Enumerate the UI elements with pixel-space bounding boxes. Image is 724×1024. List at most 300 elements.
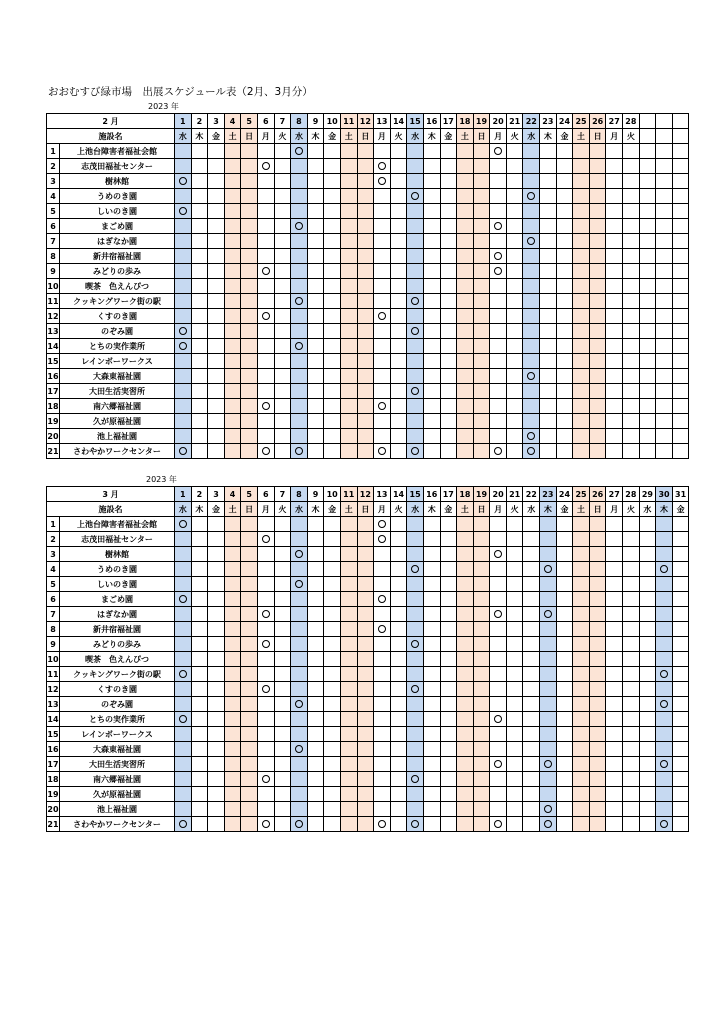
facility-name: 久が原福祉園 [60,414,175,429]
schedule-cell [606,817,623,832]
exhibit-mark-icon [544,760,552,768]
schedule-cell [523,234,540,249]
schedule-cell [440,174,457,189]
schedule-cell [191,444,208,459]
schedule-cell [407,219,424,234]
schedule-cell [639,189,656,204]
weekday-cell: 月 [374,129,391,144]
schedule-cell [390,189,407,204]
schedule-cell [672,577,689,592]
schedule-cell [208,174,225,189]
schedule-cell [606,727,623,742]
schedule-cell [340,817,357,832]
schedule-cell [357,219,374,234]
facility-row [47,772,689,787]
schedule-cell [357,414,374,429]
schedule-cell [672,339,689,354]
schedule-cell [224,219,241,234]
schedule-cell [257,562,274,577]
schedule-cell [606,399,623,414]
schedule-cell [506,414,523,429]
schedule-cell [672,652,689,667]
schedule-cell [340,742,357,757]
schedule-cell [573,667,590,682]
schedule-cell [208,607,225,622]
schedule-cell [473,174,490,189]
schedule-cell [407,712,424,727]
schedule-cell [357,517,374,532]
schedule-cell [490,279,507,294]
schedule-cell [374,532,391,547]
day-number-cell [672,114,689,129]
schedule-cell [257,577,274,592]
schedule-cell [556,369,573,384]
schedule-cell [291,354,308,369]
schedule-cell [224,682,241,697]
schedule-cell [374,802,391,817]
schedule-cell [357,772,374,787]
schedule-cell [457,562,474,577]
facility-number: 4 [47,189,60,204]
schedule-cell [291,652,308,667]
schedule-cell [208,757,225,772]
schedule-cell [274,189,291,204]
schedule-cell [208,772,225,787]
schedule-cell [473,712,490,727]
weekday-cell: 金 [672,502,689,517]
weekday-cell: 金 [324,502,341,517]
schedule-cell [440,817,457,832]
schedule-cell [407,174,424,189]
facility-name: 大森東福祉園 [60,742,175,757]
schedule-cell [589,369,606,384]
schedule-cell [224,697,241,712]
schedule-cell [175,204,192,219]
facility-number: 21 [47,817,60,832]
year-label-march: 2023 年 [146,475,177,484]
schedule-cell [407,532,424,547]
schedule-cell [589,682,606,697]
schedule-cell [440,189,457,204]
exhibit-mark-icon [527,372,535,380]
schedule-cell [374,174,391,189]
schedule-cell [506,547,523,562]
schedule-cell [623,667,640,682]
schedule-cell [257,429,274,444]
schedule-cell [473,787,490,802]
schedule-cell [506,742,523,757]
schedule-cell [374,264,391,279]
schedule-cell [639,219,656,234]
schedule-cell [208,577,225,592]
facility-row [47,204,689,219]
schedule-cell [656,727,673,742]
facility-name: うめのき園 [60,562,175,577]
schedule-cell [307,249,324,264]
schedule-cell [490,742,507,757]
weekday-cell: 日 [473,129,490,144]
schedule-cell [656,249,673,264]
schedule-cell [589,577,606,592]
schedule-cell [573,682,590,697]
schedule-cell [390,802,407,817]
schedule-cell [291,399,308,414]
schedule-cell [274,532,291,547]
schedule-cell [175,384,192,399]
weekday-cell: 火 [506,502,523,517]
schedule-cell [672,324,689,339]
exhibit-mark-icon [660,820,668,828]
schedule-cell [506,234,523,249]
schedule-cell [523,772,540,787]
schedule-cell [340,682,357,697]
schedule-cell [589,697,606,712]
schedule-cell [540,204,557,219]
schedule-cell [473,652,490,667]
schedule-cell [274,369,291,384]
schedule-cell [175,652,192,667]
schedule-cell [407,577,424,592]
schedule-cell [440,234,457,249]
schedule-cell [473,324,490,339]
schedule-cell [423,354,440,369]
schedule-cell [457,757,474,772]
schedule-cell [390,772,407,787]
schedule-cell [589,637,606,652]
schedule-cell [291,429,308,444]
schedule-cell [606,429,623,444]
schedule-cell [623,547,640,562]
schedule-cell [374,607,391,622]
schedule-cell [191,354,208,369]
schedule-cell [224,324,241,339]
schedule-cell [407,414,424,429]
schedule-cell [208,622,225,637]
schedule-cell [241,159,258,174]
schedule-cell [407,517,424,532]
weekday-cell: 月 [257,502,274,517]
day-number-cell: 25 [573,114,590,129]
schedule-cell [440,607,457,622]
day-number-cell: 10 [324,487,341,502]
schedule-cell [307,517,324,532]
schedule-cell [257,144,274,159]
schedule-cell [440,532,457,547]
schedule-cell [340,592,357,607]
schedule-cell [241,772,258,787]
schedule-cell [307,354,324,369]
schedule-cell [639,727,656,742]
schedule-cell [656,294,673,309]
schedule-cell [573,324,590,339]
schedule-cell [606,712,623,727]
schedule-cell [672,444,689,459]
schedule-cell [506,219,523,234]
weekday-cell: 土 [457,502,474,517]
schedule-cell [374,204,391,219]
schedule-cell [307,637,324,652]
schedule-cell [390,369,407,384]
weekday-cell: 月 [257,129,274,144]
schedule-cell [540,772,557,787]
schedule-cell [274,294,291,309]
schedule-cell [274,309,291,324]
schedule-cell [506,324,523,339]
schedule-cell [623,712,640,727]
schedule-cell [573,697,590,712]
schedule-cell [340,667,357,682]
day-number-cell: 5 [241,487,258,502]
exhibit-mark-icon [262,685,270,693]
schedule-cell [423,414,440,429]
schedule-cell [307,532,324,547]
schedule-cell [340,532,357,547]
schedule-cell [208,517,225,532]
schedule-cell [473,757,490,772]
schedule-cell [257,682,274,697]
schedule-cell [490,399,507,414]
schedule-cell [390,682,407,697]
schedule-cell [506,577,523,592]
schedule-cell [606,414,623,429]
facility-row [47,637,689,652]
schedule-cell [606,189,623,204]
schedule-cell [407,159,424,174]
schedule-cell [191,204,208,219]
schedule-cell [175,772,192,787]
facility-name: 大田生活実習所 [60,384,175,399]
schedule-cell [340,339,357,354]
schedule-cell [573,772,590,787]
schedule-cell [374,757,391,772]
schedule-cell [606,204,623,219]
schedule-cell [224,444,241,459]
schedule-cell [291,637,308,652]
schedule-cell [672,414,689,429]
schedule-cell [656,339,673,354]
schedule-cell [639,592,656,607]
schedule-cell [340,547,357,562]
weekday-cell: 日 [589,129,606,144]
schedule-cell [589,264,606,279]
schedule-cell [457,607,474,622]
schedule-cell [540,622,557,637]
schedule-cell [556,309,573,324]
schedule-cell [274,727,291,742]
schedule-cell [357,249,374,264]
schedule-cell [257,234,274,249]
facility-row [47,562,689,577]
schedule-cell [175,444,192,459]
schedule-cell [191,294,208,309]
schedule-cell [374,384,391,399]
schedule-cell [307,189,324,204]
weekday-cell: 金 [208,502,225,517]
schedule-cell [639,339,656,354]
weekday-cell: 月 [606,129,623,144]
schedule-cell [257,547,274,562]
schedule-cell [390,637,407,652]
schedule-cell [490,757,507,772]
schedule-cell [457,622,474,637]
day-number-cell: 17 [440,487,457,502]
schedule-cell [224,234,241,249]
schedule-cell [623,354,640,369]
schedule-cell [324,339,341,354]
schedule-cell [291,562,308,577]
schedule-cell [573,369,590,384]
schedule-cell [407,622,424,637]
schedule-cell [191,369,208,384]
schedule-cell [224,264,241,279]
schedule-cell [175,787,192,802]
facility-name: 樹林館 [60,547,175,562]
weekday-cell: 土 [340,129,357,144]
day-number-cell: 9 [307,487,324,502]
schedule-cell [208,667,225,682]
schedule-cell [307,294,324,309]
facility-number: 15 [47,727,60,742]
schedule-cell [490,264,507,279]
schedule-cell [324,234,341,249]
schedule-cell [656,667,673,682]
schedule-cell [506,532,523,547]
schedule-cell [357,712,374,727]
schedule-cell [440,219,457,234]
exhibit-mark-icon [494,715,502,723]
exhibit-mark-icon [295,580,303,588]
schedule-cell [656,577,673,592]
schedule-cell [390,309,407,324]
schedule-cell [540,787,557,802]
schedule-cell [523,219,540,234]
schedule-cell [257,652,274,667]
schedule-cell [473,637,490,652]
schedule-cell [224,802,241,817]
facility-name: うめのき園 [60,189,175,204]
exhibit-mark-icon [494,267,502,275]
schedule-cell [191,249,208,264]
schedule-cell [457,339,474,354]
facility-name: くすのき園 [60,682,175,697]
schedule-cell [457,712,474,727]
schedule-cell [573,204,590,219]
schedule-cell [490,384,507,399]
weekday-cell: 水 [639,502,656,517]
schedule-cell [457,144,474,159]
exhibit-mark-icon [262,820,270,828]
schedule-cell [573,339,590,354]
schedule-cell [324,517,341,532]
schedule-cell [506,429,523,444]
schedule-cell [540,727,557,742]
schedule-cell [639,204,656,219]
schedule-cell [556,159,573,174]
schedule-cell [257,802,274,817]
exhibit-mark-icon [179,207,187,215]
schedule-cell [423,399,440,414]
schedule-cell [291,802,308,817]
schedule-cell [274,174,291,189]
schedule-cell [573,532,590,547]
schedule-cell [191,532,208,547]
schedule-cell [523,682,540,697]
schedule-cell [672,369,689,384]
schedule-cell [291,414,308,429]
schedule-cell [523,742,540,757]
schedule-cell [274,429,291,444]
schedule-cell [623,219,640,234]
schedule-cell [324,697,341,712]
schedule-cell [523,667,540,682]
exhibit-mark-icon [378,595,386,603]
schedule-cell [656,354,673,369]
schedule-cell [656,532,673,547]
day-number-cell [656,114,673,129]
schedule-cell [340,577,357,592]
schedule-cell [540,414,557,429]
schedule-cell [606,264,623,279]
schedule-cell [374,354,391,369]
schedule-cell [340,309,357,324]
schedule-cell [457,189,474,204]
schedule-cell [175,577,192,592]
schedule-cell [241,174,258,189]
schedule-cell [506,562,523,577]
schedule-cell [191,607,208,622]
facility-row [47,369,689,384]
facility-name: のぞみ園 [60,697,175,712]
exhibit-mark-icon [378,312,386,320]
schedule-cell [274,712,291,727]
facility-number: 19 [47,414,60,429]
schedule-cell [374,562,391,577]
weekday-cell: 日 [473,502,490,517]
schedule-cell [175,682,192,697]
schedule-cell [556,592,573,607]
schedule-cell [589,727,606,742]
day-number-cell: 8 [291,114,308,129]
exhibit-mark-icon [179,447,187,455]
schedule-cell [639,817,656,832]
schedule-cell [324,577,341,592]
day-number-cell: 27 [606,114,623,129]
schedule-cell [423,159,440,174]
day-number-cell: 6 [257,487,274,502]
month-label: 2 月 [47,114,175,129]
schedule-cell [175,667,192,682]
schedule-cell [407,369,424,384]
schedule-cell [672,517,689,532]
schedule-cell [357,607,374,622]
schedule-cell [307,279,324,294]
schedule-cell [556,429,573,444]
schedule-cell [407,294,424,309]
schedule-cell [191,742,208,757]
schedule-cell [639,429,656,444]
schedule-cell [241,369,258,384]
schedule-cell [291,532,308,547]
schedule-cell [224,622,241,637]
schedule-cell [506,712,523,727]
schedule-cell [672,204,689,219]
weekday-cell: 水 [175,129,192,144]
schedule-cell [672,727,689,742]
schedule-cell [307,562,324,577]
schedule-cell [407,607,424,622]
schedule-cell [457,592,474,607]
schedule-cell [490,309,507,324]
